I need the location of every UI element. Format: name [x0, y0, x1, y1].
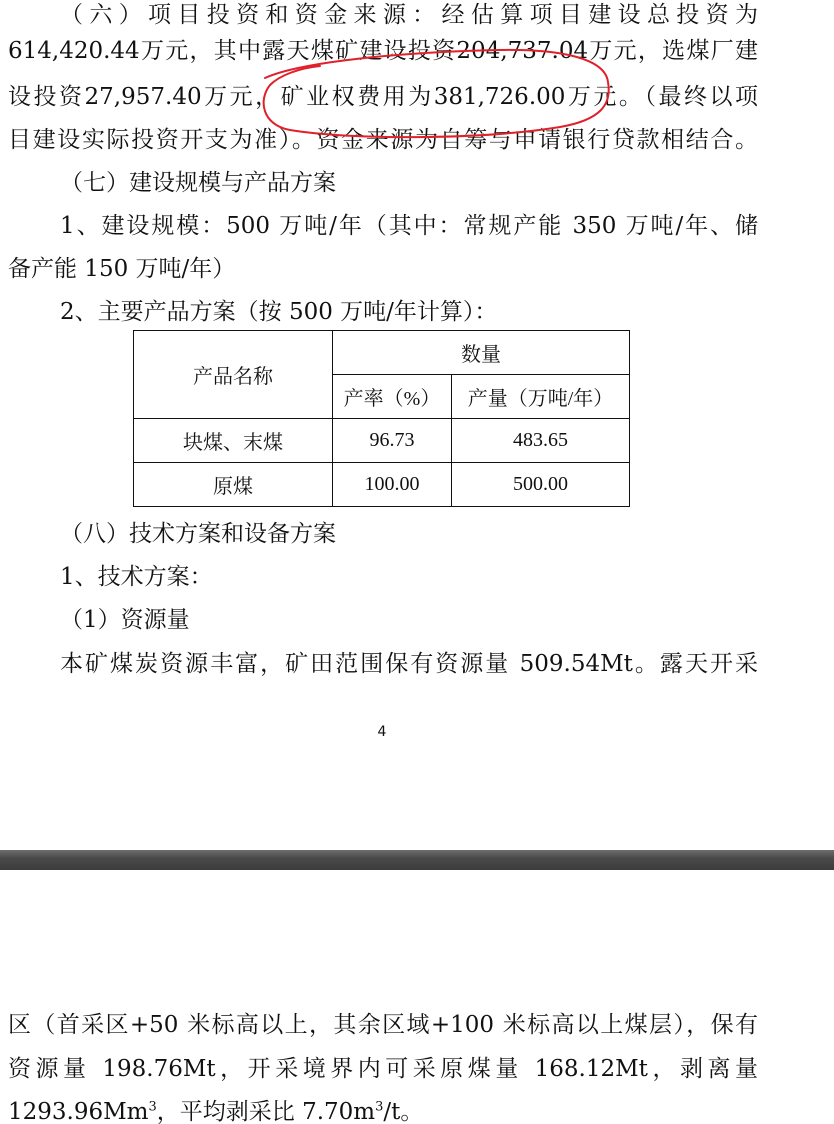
text-line: （1）资源量: [60, 607, 190, 633]
page-5: [0, 870, 834, 1124]
cell-output: 483.65: [452, 419, 630, 463]
text-line: 1、建设规模：500 万吨/年（其中：常规产能 350 万吨/年、储: [60, 213, 758, 239]
text-line: 资源量 198.76Mt，开采境界内可采原煤量 168.12Mt，剥离量: [8, 1056, 758, 1082]
text-line: 区（首采区+50 米标高以上，其余区域+100 米标高以上煤层），保有: [8, 1012, 758, 1038]
text-line: 本矿煤炭资源丰富，矿田范围保有资源量 509.54Mt。露天开采: [60, 651, 758, 677]
header-product-name: 产品名称: [134, 331, 333, 419]
text-line: 614,420.44万元，其中露天煤矿建设投资204,737.04万元，选煤厂建: [8, 38, 758, 64]
text-line: 设投资27,957.40万元，矿业权费用为381,726.00万元。（最终以项: [8, 84, 758, 110]
text-line: 目建设实际投资开支为准）。资金来源为自筹与申请银行贷款相结合。: [8, 127, 758, 153]
cell-name: 块煤、末煤: [134, 419, 333, 463]
cell-rate: 96.73: [333, 419, 452, 463]
section-heading: （七）建设规模与产品方案: [60, 170, 336, 196]
cell-name: 原煤: [134, 463, 333, 507]
cell-output: 500.00: [452, 463, 630, 507]
text-segment: /t。: [383, 1099, 424, 1124]
text-line: [8, 1097, 758, 1124]
text-line: （六）项目投资和资金来源：经估算项目建设总投资为: [60, 2, 758, 28]
page-number: 4: [377, 724, 387, 740]
table-row: [134, 463, 630, 507]
text-line: 2、主要产品方案（按 500 万吨/年计算）：: [60, 299, 498, 325]
page-gutter: [0, 850, 834, 870]
table-row: [134, 419, 630, 463]
header-rate: 产率（%）: [333, 375, 452, 419]
header-quantity: 数量: [333, 331, 630, 375]
superscript: 3: [375, 1099, 384, 1115]
cell-rate: 100.00: [333, 463, 452, 507]
product-table: [133, 330, 630, 507]
text-line: 1、技术方案：: [60, 564, 213, 590]
superscript: 3: [148, 1099, 157, 1115]
text-segment: ，平均剥采比 7.70m: [156, 1099, 376, 1124]
header-output: 产量（万吨/年）: [452, 375, 630, 419]
section-heading: （八）技术方案和设备方案: [60, 521, 336, 547]
text-segment: 1293.96Mm: [8, 1099, 149, 1124]
text-line: 备产能 150 万吨/年）: [8, 256, 236, 282]
